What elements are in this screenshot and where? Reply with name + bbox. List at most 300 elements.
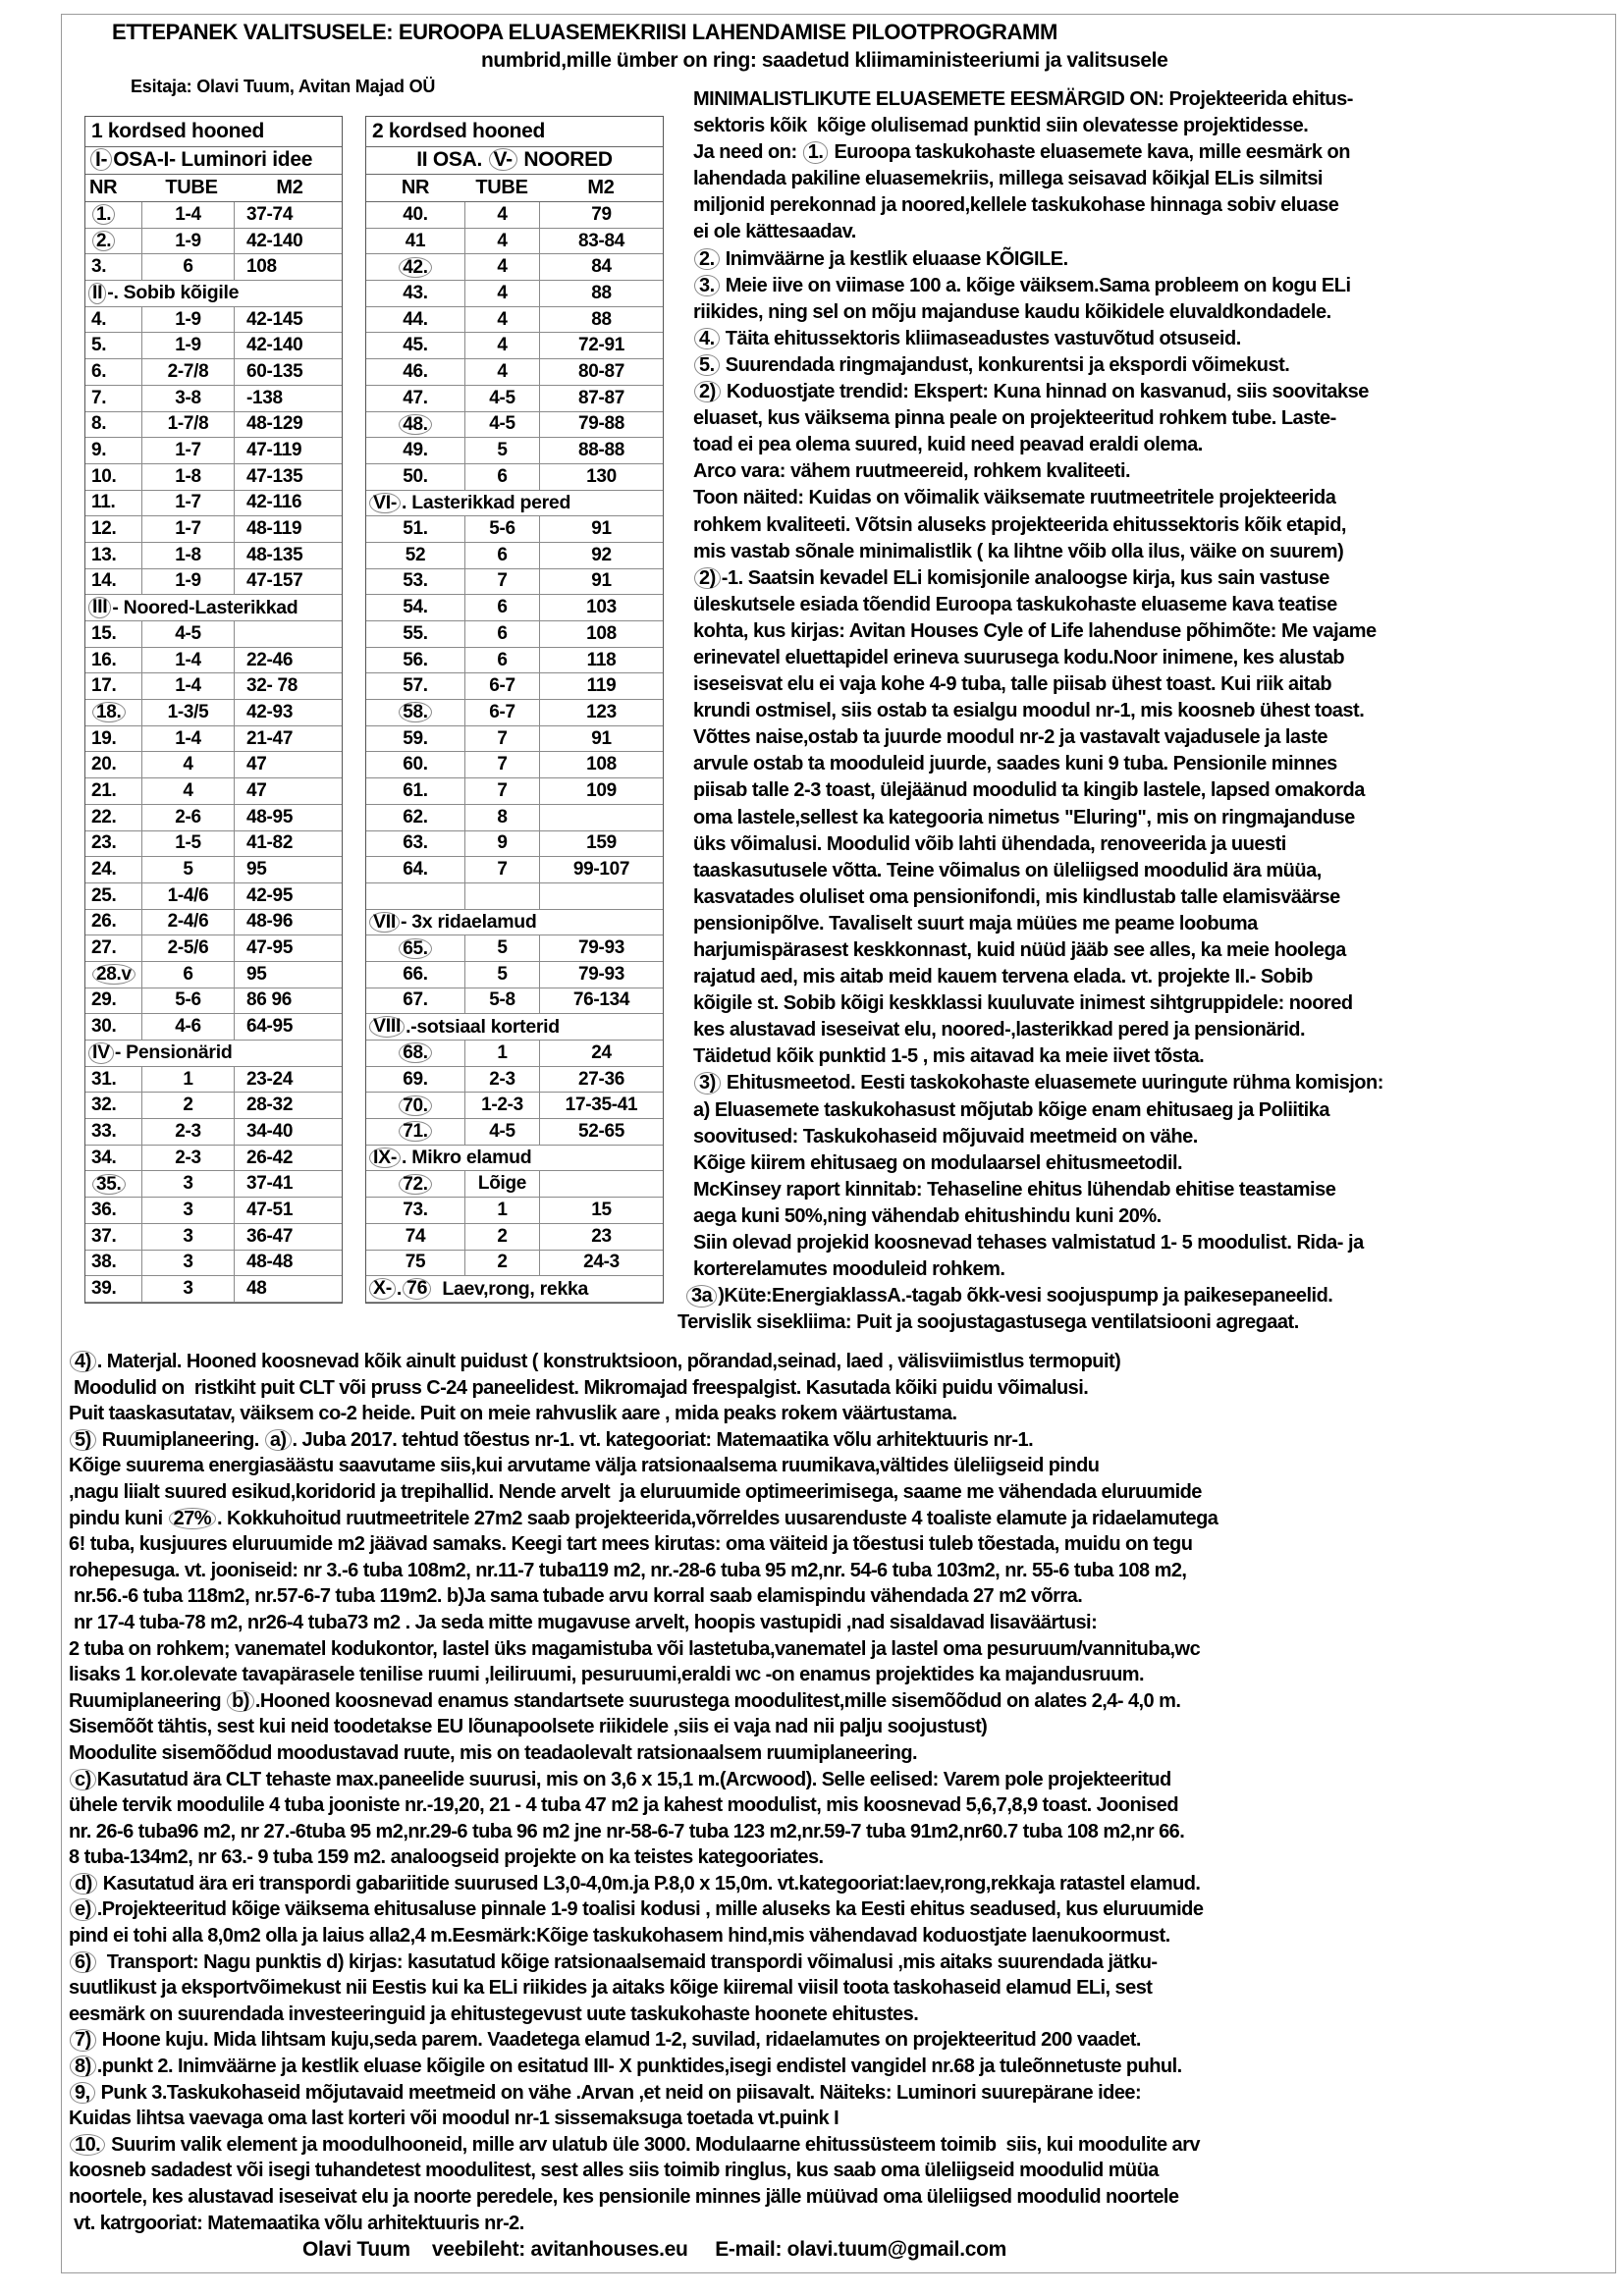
text-line: kes alustavad iseseivat elu, noored-,lasterikkad pered ja pensionärid.: [693, 1019, 1306, 1041]
circled-marker: b): [227, 1690, 254, 1712]
presenter-line: Esitaja: Olavi Tuum, Avitan Majad OÜ: [131, 77, 436, 96]
table-row: [366, 412, 663, 439]
cell-m2: 28-32: [234, 1093, 342, 1118]
cell-nr: 69.: [403, 1068, 428, 1090]
text-line: c) Kasutatud ära CLT tehaste max.paneelide suurusi, mis on 3,6 x 15,1 m.(Arcwood). Selle eelised: Varem pole projekteeritud: [69, 1767, 1620, 1793]
circled-marker: I-: [90, 148, 112, 171]
text-line: soovitused: Taskukohaseid mõjuvaid meetmeid on vähe.: [693, 1125, 1198, 1148]
table-2-story-buildings: [365, 116, 664, 1304]
cell-tube: 1-4: [141, 726, 234, 752]
cell-tube: 4: [464, 281, 539, 306]
cell-tube: 5: [464, 438, 539, 463]
text-line: Kõige suurema energiasäästu saavutame siis,kui arvutame välja ratsionaalsema ruumikava,vältides üleliigseid pindu: [69, 1455, 1100, 1477]
cell-nr: 51.: [403, 518, 428, 540]
circled-marker: d): [70, 1873, 97, 1895]
cell-m2: 42-93: [234, 700, 342, 725]
table-row: [85, 857, 342, 883]
cell-tube: 2: [464, 1251, 539, 1276]
table-row: [366, 1067, 663, 1094]
cell-tube: 5-8: [464, 988, 539, 1014]
cell-tube: 3: [141, 1224, 234, 1250]
cell-nr: 50.: [403, 465, 428, 487]
cell-nr: [366, 1171, 464, 1197]
table-row: [366, 1171, 663, 1198]
cell-m2: 109: [539, 778, 663, 804]
text-line: üks võimalusi. Moodulid võib lahti ühendada, renoveerida ja uuesti: [693, 832, 1286, 855]
cell-m2: 91: [539, 569, 663, 595]
column-header: TUBE: [475, 177, 528, 198]
table-row: [85, 910, 342, 936]
cell-m2: 88-88: [539, 438, 663, 463]
text-line: 2) Koduostjate trendid: Ekspert: Kuna hinnad on kasvanud, siis soovitakse: [693, 379, 1622, 405]
cell-nr: 14.: [91, 570, 117, 592]
table-row: [85, 333, 342, 359]
circled-marker: 2.: [92, 231, 115, 251]
table-row: [366, 281, 663, 307]
cell-nr: 54.: [403, 597, 428, 618]
cell-tube: 7: [464, 752, 539, 777]
cell-nr: 55.: [403, 622, 428, 644]
cell-tube: 4: [141, 778, 234, 804]
cell-m2: [539, 1171, 663, 1197]
table-row: [85, 1224, 342, 1251]
cell-m2: 47: [234, 778, 342, 804]
cell-tube: 5: [464, 962, 539, 988]
document-title: ETTEPANEK VALITSUSELE: EUROOPA ELUASEMEKRIISI LAHENDAMISE PILOOTPROGRAMM: [112, 20, 1057, 44]
cell-m2: 48-129: [234, 412, 342, 438]
cell-m2: 42-116: [234, 491, 342, 516]
cell-m2: 32- 78: [234, 673, 342, 699]
text-line: noortele, kes alustavad iseseivat elu ja noorte peredele, kes pensionile minnes jälle müüvad oma üleliigsed moodulid noortele: [69, 2186, 1179, 2208]
cell-nr: 57.: [403, 675, 428, 697]
table-section-row: III - Noored-Lasterikkad: [85, 595, 342, 621]
cell-nr: [366, 412, 464, 438]
circled-marker: 2): [694, 381, 721, 402]
cell-nr: [85, 962, 141, 988]
cell-tube: 7: [464, 569, 539, 595]
cell-nr: 74: [405, 1225, 426, 1247]
cell-m2: 47-51: [234, 1198, 342, 1223]
cell-tube: 4: [464, 359, 539, 385]
table-row: [85, 229, 342, 255]
cell-tube: 1-4: [141, 648, 234, 673]
text-line: pindu kuni 27% . Kokkuhoitud ruutmeetritele 27m2 saab projekteerida,võrreldes uusarenduste 4 toaliste elamute ja ridaelamutega: [69, 1507, 1218, 1529]
cell-nr: 16.: [91, 649, 117, 670]
cell-m2: 80-87: [539, 359, 663, 385]
table-row: [366, 988, 663, 1015]
cell-tube: 1-7: [141, 491, 234, 516]
cell-tube: 2: [464, 1224, 539, 1250]
cell-m2: 99-107: [539, 857, 663, 882]
table-row: [85, 359, 342, 386]
cell-m2: [539, 805, 663, 830]
circled-marker: IV: [88, 1042, 114, 1064]
table-row: [85, 1276, 342, 1303]
table-row: [85, 778, 342, 805]
cell-tube: 3-8: [141, 386, 234, 411]
table-row: [366, 935, 663, 962]
table-row: [85, 1067, 342, 1094]
cell-m2: 47-135: [234, 464, 342, 490]
circled-marker: 7): [70, 2029, 96, 2051]
cell-nr: 43.: [403, 282, 428, 303]
table-row: [366, 359, 663, 386]
table-row: [366, 1093, 663, 1119]
cell-nr: 3.: [91, 256, 107, 278]
cell-m2: 91: [539, 516, 663, 542]
table-row: [366, 700, 663, 726]
cell-m2: 72-91: [539, 333, 663, 358]
cell-nr: 61.: [403, 779, 428, 801]
cell-tube: 2-3: [141, 1119, 234, 1145]
text-line: Moodulid on ristkiht puit CLT või pruss C-24 paneelidest. Mikromajad freespalgist. Kasutada kõiki puidu võimalusi.: [69, 1376, 1089, 1399]
text-line: rajatud aed, mis aitab meid kauem tervena elada. vt. projekte II.- Sobib: [693, 966, 1313, 988]
cell-tube: 1-9: [141, 229, 234, 254]
cell-m2: 48-95: [234, 805, 342, 830]
cell-tube: 6-7: [464, 700, 539, 725]
text-line: korterelamutes mooduleid rohkem.: [693, 1258, 1005, 1281]
text-line: 3a )Küte:EnergiaklassA.-tagab õkk-vesi soojuspump ja paikesepaneelid.: [685, 1283, 1622, 1309]
cell-tube: 6: [141, 962, 234, 988]
circled-marker: 68.: [399, 1042, 432, 1063]
cell-tube: 1-4: [141, 202, 234, 228]
cell-tube: 4: [464, 202, 539, 228]
cell-nr: 30.: [91, 1016, 117, 1038]
text-line: suutlikust ja eksportvõimekust nii Eestis kui ka ELi riikides ja aitaks kõige kiiremal viisil toota taskohaseid elamud ELi, sest: [69, 1977, 1153, 2000]
table-subtitle: II OSA. V- NOORED: [366, 147, 663, 175]
table-title: 1 kordsed hooned: [85, 117, 342, 147]
cell-m2: 84: [539, 254, 663, 280]
circled-marker: 76: [403, 1278, 431, 1300]
cell-tube: 4: [464, 333, 539, 358]
column-header-row: [85, 175, 342, 202]
cell-m2: 17-35-41: [539, 1093, 663, 1118]
text-line: aega kuni 50%,ning vähendab ehitushindu kuni 20%.: [693, 1204, 1162, 1227]
table-row: [366, 1224, 663, 1251]
table-row: [85, 464, 342, 491]
table-row: [366, 648, 663, 674]
cell-tube: 2-5/6: [141, 935, 234, 961]
table-row: [366, 1198, 663, 1224]
circled-marker: 4.: [694, 328, 720, 349]
cell-m2: 91: [539, 726, 663, 752]
cell-m2: 48-119: [234, 516, 342, 542]
cell-tube: 3: [141, 1171, 234, 1197]
text-line: miljonid perekonnad ja noored,kellele taskukohase hinnaga sobiv eluase: [693, 194, 1339, 217]
cell-tube: 6: [464, 543, 539, 568]
cell-m2: 95: [234, 857, 342, 882]
cell-nr: 27.: [91, 937, 117, 959]
table-row: [85, 412, 342, 439]
text-line: 3) Ehitusmeetod. Eesti taskokohaste eluasemete uuringute rühma komisjon:: [693, 1070, 1622, 1096]
table-section-row: II -. Sobib kõigile: [85, 281, 342, 307]
cell-tube: 1-7: [141, 438, 234, 463]
cell-tube: 4-5: [464, 386, 539, 411]
cell-m2: 119: [539, 673, 663, 699]
column-header: NR: [89, 177, 118, 198]
cell-nr: [366, 700, 464, 725]
column-header: M2: [587, 177, 615, 198]
circled-marker: e): [70, 1898, 96, 1920]
cell-nr: 23.: [91, 832, 117, 854]
cell-tube: 7: [464, 778, 539, 804]
cell-m2: 76-134: [539, 988, 663, 1014]
circled-marker: 35.: [92, 1174, 126, 1195]
table-row: [85, 1198, 342, 1224]
table-section-row: IX- . Mikro elamud: [366, 1146, 663, 1172]
cell-m2: 86 96: [234, 988, 342, 1014]
cell-tube: 4-5: [141, 621, 234, 647]
cell-nr: 62.: [403, 806, 428, 828]
cell-nr: 32.: [91, 1095, 117, 1116]
cell-nr: 75: [405, 1252, 426, 1273]
cell-tube: 6: [141, 254, 234, 280]
cell-nr: 22.: [91, 806, 117, 828]
cell-nr: 31.: [91, 1068, 117, 1090]
table-row: [85, 438, 342, 464]
cell-nr: 33.: [91, 1120, 117, 1142]
text-line: üleskutsele esiada tõendid Euroopa taskukohaste eluaseme kava teatise: [693, 593, 1337, 615]
cell-nr: 17.: [91, 675, 117, 697]
table-row: [85, 700, 342, 726]
table-row: [366, 464, 663, 491]
cell-m2: 34-40: [234, 1119, 342, 1145]
cell-nr: 66.: [403, 963, 428, 985]
cell-m2: 118: [539, 648, 663, 673]
circled-marker: 2): [694, 567, 721, 589]
circled-marker: 27%: [169, 1508, 216, 1529]
circled-marker: V-: [489, 148, 517, 171]
circled-marker: VIII: [369, 1016, 405, 1038]
table-row: [366, 202, 663, 229]
cell-nr: 11.: [91, 492, 116, 513]
text-line: toad ei pea olema suured, kuid need peavad eraldi olema.: [693, 434, 1203, 456]
circled-marker: 70.: [399, 1095, 432, 1116]
table-row: [85, 935, 342, 962]
cell-tube: 4-5: [464, 412, 539, 438]
text-line: kasvatades oluliset oma pensionifondi, mis kindlustab talle elamisväärse: [693, 885, 1340, 908]
text-line: Sisemõõt tähtis, sest kui neid toodetakse EU lõunapoolsete riikidele ,siis ei vaja nad nii palju soojustust): [69, 1716, 988, 1738]
circled-marker: 3.: [694, 275, 720, 296]
cell-nr: 38.: [91, 1252, 117, 1273]
text-line: MINIMALISTLIKUTE ELUASEMETE EESMÄRGID ON: Projekteerida ehitus-: [693, 88, 1353, 110]
cell-m2: 23: [539, 1224, 663, 1250]
cell-m2: [234, 621, 342, 647]
circled-marker: a): [265, 1429, 292, 1451]
cell-m2: 42-95: [234, 883, 342, 909]
text-line: nr. 26-6 tuba96 m2, nr 27.-6tuba 95 m2,nr.29-6 tuba 96 m2 jne nr-58-6-7 tuba 123 m2,nr.59-7 tuba 91m2,nr60.7 tuba 108 m2,nr 66.: [69, 1820, 1185, 1842]
text-line: 8) .punkt 2. Inimväärne ja kestlik eluase kõigile on esitatud III- X punktides,isegi endistel vangidel nr.68 ja tuleõnnetuste puhul.: [69, 2054, 1620, 2080]
cell-tube: 1: [141, 1067, 234, 1093]
cell-nr: [85, 700, 141, 725]
cell-m2: 108: [234, 254, 342, 280]
cell-tube: 5-6: [141, 988, 234, 1014]
right-text-column: [677, 86, 1622, 1336]
text-line: 10. Suurim valik element ja moodulhooneid, mille arv ulatub üle 3000. Modulaarne ehitussüsteem toimib siis, kui moodulite arv: [69, 2132, 1620, 2159]
circled-marker: X-: [369, 1278, 396, 1300]
text-line: 8 tuba-134m2, nr 63.- 9 tuba 159 m2. analoogseid projekte on ka teistes kategooriates.: [69, 1846, 824, 1869]
table-row: [366, 805, 663, 831]
table-row: [85, 726, 342, 753]
cell-nr: 19.: [91, 727, 117, 749]
cell-tube: 4-6: [141, 1014, 234, 1040]
table-row: [366, 543, 663, 569]
circled-marker: 72.: [399, 1174, 432, 1195]
cell-tube: 1-4/6: [141, 883, 234, 909]
cell-nr: 40.: [403, 203, 428, 225]
cell-tube: 4: [141, 752, 234, 777]
text-line: 5) Ruumiplaneering. a) . Juba 2017. tehtud tõestus nr-1. vt. kategooriat: Matemaatika võlu arhitektuuris nr-1.: [69, 1427, 1620, 1454]
text-line: harjumispärasest keskkonnast, kuid nüüd jääb see alles, ka meie hoolega: [693, 939, 1346, 961]
table-row: [366, 386, 663, 412]
text-line: iseseisvat elu ei vaja kohe 4-9 tuba, talle piisab ühest toast. Kui riik aitab: [693, 673, 1332, 696]
cell-m2: 48: [234, 1276, 342, 1302]
contact-footer: Olavi Tuum veebileht: avitanhouses.eu E-mail: olavi.tuum@gmail.com: [302, 2238, 1007, 2261]
circled-marker: 18.: [92, 702, 126, 722]
cell-nr: [366, 1093, 464, 1118]
table-row: [85, 883, 342, 910]
cell-m2: 37-74: [234, 202, 342, 228]
text-line: ,nagu liialt suured esikud,koridorid ja trepihallid. Nende arvelt ja eluruumide optimeerimisega, saame me vähendada eluruumide: [69, 1480, 1202, 1503]
table-row: [85, 1119, 342, 1146]
circled-marker: 28.v: [92, 964, 135, 985]
cell-nr: 8.: [91, 413, 107, 435]
table-row: [366, 962, 663, 988]
text-line: 5. Suurendada ringmajandust, konkurentsi ja ekspordi võimekust.: [693, 352, 1622, 379]
cell-m2: 42-145: [234, 307, 342, 333]
table-section-row: VIII .-sotsiaal korterid: [366, 1014, 663, 1041]
cell-m2: 159: [539, 831, 663, 857]
cell-tube: 2: [141, 1093, 234, 1118]
cell-m2: 47-95: [234, 935, 342, 961]
text-line: Ruumiplaneering b) .Hooned koosnevad enamus standartsete suurustega moodulitest,mille sisemõõdud on alates 2,4- 4,0 m.: [69, 1689, 1181, 1712]
cell-tube: 1-9: [141, 333, 234, 358]
cell-nr: 45.: [403, 335, 428, 356]
circled-marker: VII: [369, 912, 400, 934]
cell-tube: 2-3: [141, 1146, 234, 1171]
text-line: kohta, kus kirjas: Avitan Houses Cyle of Life lahenduse põhimõte: Me vajame: [693, 619, 1377, 642]
cell-nr: 25.: [91, 884, 117, 906]
cell-tube: 6: [464, 621, 539, 647]
text-line: nr.56.-6 tuba 118m2, nr.57-6-7 tuba 119m2. b)Ja sama tubade arvu korral saab elamispindu vähendada 27 m2 võrra.: [69, 1585, 1083, 1608]
cell-tube: 4-5: [464, 1119, 539, 1145]
cell-tube: 8: [464, 805, 539, 830]
cell-m2: 123: [539, 700, 663, 725]
cell-m2: 21-47: [234, 726, 342, 752]
text-line: 2. Inimväärne ja kestlik eluaase KÕIGILE.: [693, 246, 1622, 273]
text-line: 3. Meie iive on viimase 100 a. kõige väiksem.Sama probleem on kogu ELi: [693, 273, 1622, 299]
table-row: [366, 307, 663, 334]
table-row: [85, 202, 342, 229]
table-row: [85, 988, 342, 1015]
bottom-text-block: [69, 1349, 1620, 2236]
table-row: [366, 1119, 663, 1146]
text-line: rohepesuga. vt. jooniseid: nr 3.-6 tuba 108m2, nr.11-7 tuba119 m2, nr.-28-6 tuba 95 m2,nr. 54-6 tuba 103m2, nr. 55-6 tuba 108 m2,: [69, 1559, 1187, 1581]
text-line: 7) Hoone kuju. Mida lihtsam kuju,seda parem. Vaadetega elamud 1-2, suvilad, ridaelamutes on projekteeritud 200 vaadet.: [69, 2027, 1620, 2054]
cell-nr: 13.: [91, 544, 117, 565]
text-line: eesmärk on suurendada investeeringuid ja ehitustegevust uute taskukohaste hoonete ehitustes.: [69, 2002, 919, 2025]
cell-tube: 6-7: [464, 673, 539, 699]
text-line: Kuidas lihtsa vaevaga oma last korteri või moodul nr-1 sissemaksuga toetada vt.puink I: [69, 2108, 839, 2130]
text-line: pind ei tohi alla 8,0m2 olla ja laius alla2,4 m.Eesmärk:Kõige taskukohasem hind,mis vähendavad koduostjate laenukoormust.: [69, 1925, 1170, 1948]
table-row: [85, 516, 342, 543]
cell-m2: 108: [539, 752, 663, 777]
circled-marker: 3): [694, 1072, 721, 1094]
text-line: krundi ostmisel, siis ostab ta esialgu moodul nr-1, mis koosneb ühest toast.: [693, 700, 1365, 722]
cell-tube: 6: [464, 648, 539, 673]
table-row: [366, 1251, 663, 1277]
cell-m2: 27-36: [539, 1067, 663, 1093]
table-1-story-buildings: [84, 116, 343, 1304]
cell-nr: 12.: [91, 518, 117, 540]
table-row: [366, 595, 663, 621]
cell-m2: 130: [539, 464, 663, 490]
cell-m2: 42-140: [234, 333, 342, 358]
cell-m2: 47: [234, 752, 342, 777]
cell-nr: 37.: [91, 1225, 117, 1247]
table-title: 2 kordsed hooned: [366, 117, 663, 147]
table-row: [85, 621, 342, 648]
cell-nr: 73.: [403, 1199, 428, 1220]
text-line: Ja need on: 1. Euroopa taskukohaste eluasemete kava, mille eesmärk on: [693, 141, 1350, 164]
cell-m2: 15: [539, 1198, 663, 1223]
circled-marker: IX-: [369, 1148, 401, 1169]
circled-marker: 48.: [399, 414, 432, 435]
cell-nr: 64.: [403, 859, 428, 881]
table-subtitle: I- OSA-I- Luminori idee: [85, 147, 342, 175]
circled-marker: 1.: [92, 204, 115, 225]
text-line: riikides, ning sel on mõju majanduse kaudu kõikidele eluvaldkondadele.: [693, 300, 1331, 323]
cell-m2: 48-96: [234, 910, 342, 935]
cell-nr: 49.: [403, 440, 428, 461]
cell-nr: 44.: [403, 308, 428, 330]
table-row: [366, 621, 663, 648]
text-line: Kõige kiirem ehitusaeg on modulaarsel ehitusmeetodil.: [693, 1151, 1183, 1174]
circled-marker: III: [88, 597, 111, 618]
cell-tube: 3: [141, 1198, 234, 1223]
text-line: 2 tuba on rohkem; vanematel kodukontor, lastel üks magamistuba või lastetuba,vanematel ja lastel oma pesuruum/vannituba,wc: [69, 1637, 1201, 1660]
text-line: 2) -1. Saatsin kevadel ELi komisjonile analoogse kirja, kus sain vastuse: [693, 565, 1622, 592]
text-line: 6) Transport: Nagu punktis d) kirjas: kasutatud kõige ratsionaalsemaid transpordi võimalusi ,mis aitaks suurendada jätku-: [69, 1949, 1620, 1976]
cell-nr: 24.: [91, 859, 117, 881]
cell-nr: 7.: [91, 387, 107, 408]
cell-nr: 63.: [403, 832, 428, 854]
cell-nr: 60.: [403, 754, 428, 775]
table-row: [85, 1146, 342, 1172]
column-header: NR: [401, 177, 430, 198]
circled-marker: 2.: [694, 248, 720, 270]
cell-m2: 22-46: [234, 648, 342, 673]
text-line: erinevatel eluettapidel erineva suurusega kodu.Noor inimene, kes alustab: [693, 646, 1345, 668]
table-section-row: VII - 3x ridaelamud: [366, 910, 663, 936]
cell-nr: [366, 1119, 464, 1145]
text-line: oma lastele,sellest ka kategooria nimetus "Eluring", mis on ringmajanduse: [693, 806, 1355, 828]
cell-m2: 24: [539, 1041, 663, 1066]
text-line: arvule ostab ta mooduleid juurde, saades kuni 9 tuba. Pensionile minnes: [693, 753, 1337, 775]
cell-nr: 67.: [403, 989, 428, 1011]
cell-m2: 26-42: [234, 1146, 342, 1171]
circled-marker: 42.: [399, 257, 432, 278]
cell-tube: 2-4/6: [141, 910, 234, 935]
cell-nr: 9.: [91, 440, 107, 461]
table-row: [366, 1041, 663, 1067]
cell-tube: 1-2-3: [464, 1093, 539, 1118]
text-line: Moodulite sisemõõdud moodustavad ruute, mis on teadaolevalt ratsionaalsem ruumiplaneering.: [69, 1741, 918, 1764]
circled-marker: 3a: [686, 1285, 717, 1307]
text-line: mis vastab sõnale minimalistlik ( ka lihtne võib olla ilus, väike on suurem): [693, 540, 1344, 562]
circled-marker: VI-: [369, 493, 401, 514]
cell-m2: -138: [234, 386, 342, 411]
